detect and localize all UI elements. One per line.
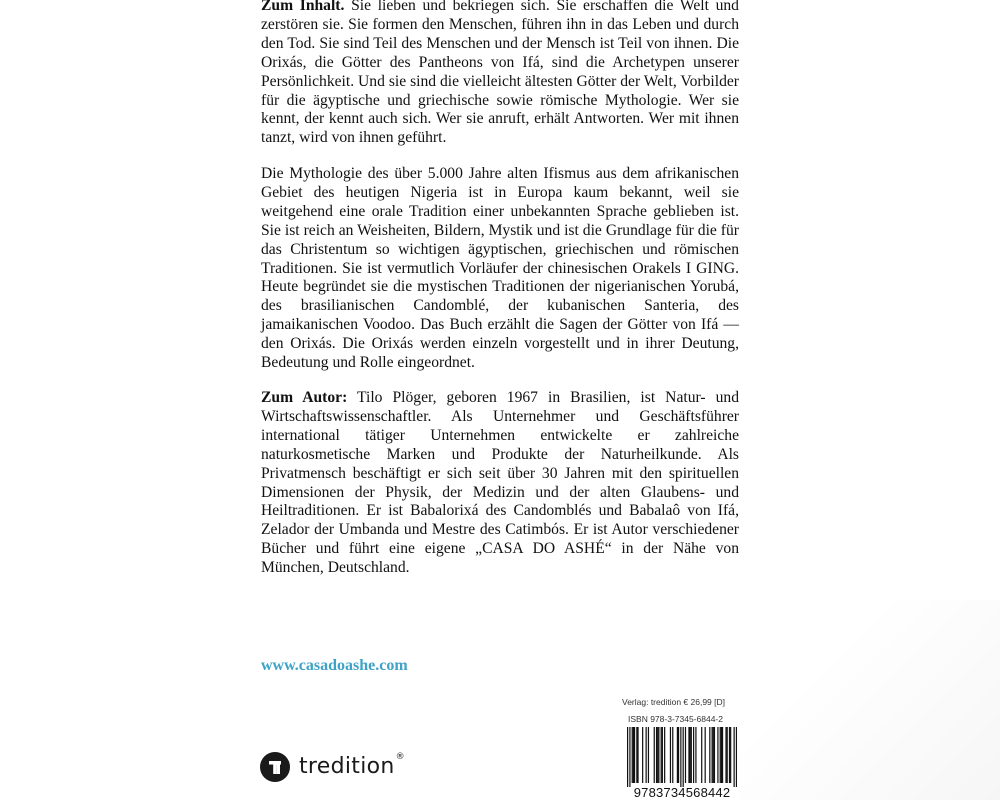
barcode-bar (695, 727, 696, 783)
barcode-bar (690, 727, 691, 783)
barcode-bar (736, 727, 737, 787)
barcode-bar (721, 727, 722, 783)
content-description-paragraph (261, 0, 739, 148)
publisher-logo (260, 752, 405, 782)
barcode-bar (656, 727, 657, 783)
mythology-paragraph: Die Mythologie des über 5.000 Jahre alten Ifismus aus dem afrikanischen Gebiet des heutigen Nigeria ist in Europa kaum bekannt, weil sie weitgehend eine orale Tradition einer unbekannten Sprache geblieben ist. Sie ist reich an Weisheiten, Bildern, Mystik und ist die Grundlage für die für das Christentum so wichtigen ägyptischen, griechischen und römischen Traditionen. Sie ist vermutlich Vorläufer der chinesischen Orakels I GING. Heute begründet sie die mystischen Traditionen der nigerianischen Yorubá, des brasilianischen Candomblé, der kubanischen Santeria, des jamaikanischen Voodoo. Das Buch erzählt die Sagen der Götter von Ifá — den Orixás. Die Orixás werden einzeln vorgestellt und in ihrer Deutung, Bedeutung und Rolle eingeordnet. (261, 165, 739, 372)
author-heading: Zum Autor: (261, 389, 348, 406)
barcode-bar (646, 727, 647, 783)
barcode-bar (722, 727, 723, 783)
website-link[interactable]: www.casadoashe.com (261, 657, 408, 674)
barcode-bar (712, 727, 713, 783)
barcode-bar (705, 727, 706, 783)
barcode-bar (709, 727, 710, 783)
barcode-bar (648, 727, 649, 783)
price-line: Verlag: tredition € 26,99 [D] (622, 697, 726, 707)
barcode-bar (672, 727, 673, 783)
barcode-bar (734, 727, 735, 787)
barcode-bar (680, 727, 681, 787)
barcode-bar (729, 727, 730, 783)
barcode-bar (661, 727, 662, 783)
barcode-bar (677, 727, 678, 783)
tredition-logo-icon (260, 752, 290, 782)
barcode-bar (636, 727, 637, 783)
barcode-bar (637, 727, 638, 783)
barcode-bar (627, 727, 628, 787)
barcode-bar (717, 727, 718, 783)
barcode-bar (658, 727, 659, 783)
barcode-bar (642, 727, 643, 783)
content-heading: Zum Inhalt. (261, 0, 345, 14)
barcode-bar (713, 727, 714, 783)
barcode-bar (654, 727, 655, 783)
barcode-bar (725, 727, 726, 783)
barcode-bar (662, 727, 663, 783)
isbn-line: ISBN 978-3-7345-6844-2 (628, 714, 723, 724)
background-shade (740, 600, 1000, 800)
publisher-logo-text: tredition® (299, 751, 405, 779)
barcode-bar (657, 727, 658, 783)
barcode-bar (633, 727, 634, 783)
author-text: Tilo Plöger, geboren 1967 in Brasilien, ist Natur- und Wirtschaftswissenschaftler. Als Unternehmer und Geschäftsführer international tätiger Unternehmen entwickelte er zahlreiche naturkosmetische Marken und Produkte der Naturheilkunde. Als Privatmensch beschäftigt er sich seit über 30 Jahren mit den spirituellen Dimensionen der Physik, der Medizin und der alten Glaubens- und Heiltraditionen. Er ist Babalorixá des Candomblés und Babalaô von Ifá, Zelador der Umbanda und Mestre des Catimbós. Er ist Autor verschiedener Bücher und führt eine eigene „CASA DO ASHÉ“ in der Nähe von München, Deutschland. (261, 389, 739, 577)
barcode-bar (688, 727, 689, 783)
content-text: Sie lieben und bekriegen sich. Sie erschaffen die Welt und zerstören sie. Sie formen den Menschen, führen ihn in das Leben und durch den Tod. Sie sind Teil des Menschen und der Mensch ist Teil von ihnen. Die Orixás, die Götter des Pantheons von Ifá, sind die Archetypen unserer Persönlichkeit. Und sie sind die vielleicht ältesten Götter der Welt, Vorbilder für die ägyptische und griechische sowie römische Mythologie. Wer sie kennt, der kennt auch sich. Wer sie anruft, erhält Antworten. Wer mit ihnen tanzt, wird von ihnen geführt. (261, 0, 739, 147)
barcode-bar (670, 727, 671, 783)
barcode-bar (685, 727, 686, 783)
barcode-bar (730, 727, 731, 783)
barcode-bar (693, 727, 694, 783)
barcode-number: 9783734568442 (633, 785, 731, 800)
barcode-bar (632, 727, 633, 783)
barcode-bar (634, 727, 635, 783)
barcode-bar (691, 727, 692, 783)
author-paragraph (261, 389, 739, 578)
barcode-bar (678, 727, 679, 783)
barcode-bar (727, 727, 728, 783)
barcode-bar (683, 727, 684, 787)
barcode-bar (714, 727, 715, 783)
barcode-bar (629, 727, 630, 787)
barcode-bar (720, 727, 721, 783)
barcode-bar (664, 727, 665, 783)
barcode-bar (701, 727, 702, 783)
